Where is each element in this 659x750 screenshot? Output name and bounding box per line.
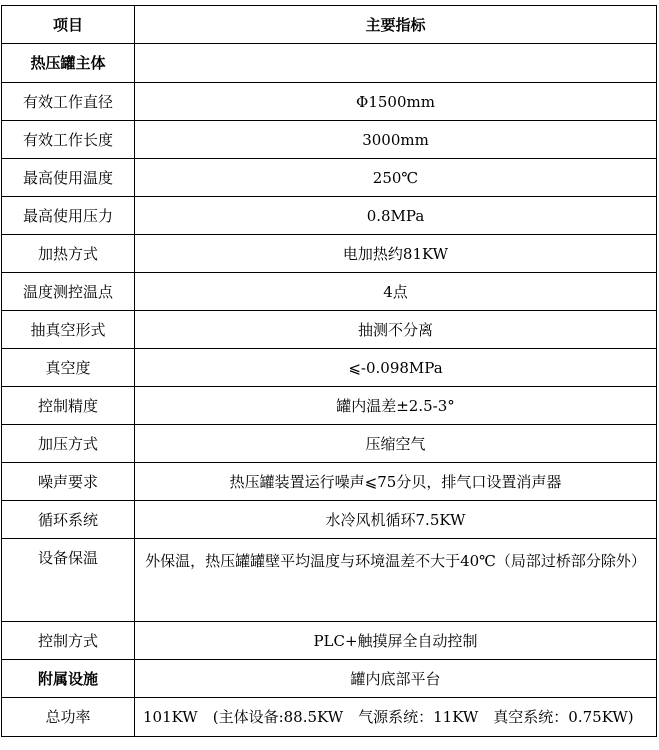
- row-spec: 250℃: [135, 159, 657, 197]
- row-spec: 0.8MPa: [135, 197, 657, 235]
- row-spec: 外保温，热压罐罐壁平均温度与环境温差不大于40℃（局部过桥部分除外）: [135, 539, 657, 622]
- row-spec: [135, 44, 657, 83]
- row-spec: 罐内底部平台: [135, 660, 657, 698]
- table-row: [2, 387, 657, 425]
- row-spec: 101KW (主体设备:88.5KW 气源系统：11KW 真空系统：0.75KW): [135, 698, 657, 737]
- row-spec: 4点: [135, 273, 657, 311]
- table-row: [2, 698, 657, 737]
- table-row: [2, 501, 657, 539]
- row-item: 噪声要求: [2, 463, 135, 501]
- table-row: [2, 159, 657, 197]
- row-item: 有效工作长度: [2, 121, 135, 159]
- row-item: 温度测控温点: [2, 273, 135, 311]
- row-item: 有效工作直径: [2, 83, 135, 121]
- row-item: 最高使用压力: [2, 197, 135, 235]
- row-spec: 抽测不分离: [135, 311, 657, 349]
- header-spec: 主要指标: [135, 6, 657, 44]
- row-spec: Φ1500mm: [135, 83, 657, 121]
- row-spec: 水冷风机循环7.5KW: [135, 501, 657, 539]
- table-row: [2, 311, 657, 349]
- table-row: [2, 425, 657, 463]
- row-item: 循环系统: [2, 501, 135, 539]
- table-row: [2, 235, 657, 273]
- table-row: [2, 121, 657, 159]
- table-row: [2, 349, 657, 387]
- table-row: [2, 273, 657, 311]
- row-item: 最高使用温度: [2, 159, 135, 197]
- table-row: [2, 660, 657, 698]
- row-item: 控制精度: [2, 387, 135, 425]
- row-spec: 3000mm: [135, 121, 657, 159]
- table-row: [2, 539, 657, 622]
- row-spec: 电加热约81KW: [135, 235, 657, 273]
- table-row: [2, 622, 657, 660]
- row-spec: 罐内温差±2.5-3°: [135, 387, 657, 425]
- row-item: 总功率: [2, 698, 135, 737]
- row-spec: 压缩空气: [135, 425, 657, 463]
- row-item: 设备保温: [2, 539, 135, 622]
- row-item: 控制方式: [2, 622, 135, 660]
- table-row: [2, 83, 657, 121]
- row-spec: 热压罐装置运行噪声⩽75分贝，排气口设置消声器: [135, 463, 657, 501]
- row-item: 附属设施: [2, 660, 135, 698]
- row-spec: ⩽-0.098MPa: [135, 349, 657, 387]
- table-row: [2, 44, 657, 83]
- table-row: [2, 197, 657, 235]
- row-item: 真空度: [2, 349, 135, 387]
- row-item: 加压方式: [2, 425, 135, 463]
- row-item: 加热方式: [2, 235, 135, 273]
- table-header-row: [2, 6, 657, 44]
- row-item: 抽真空形式: [2, 311, 135, 349]
- header-item: 项目: [2, 6, 135, 44]
- table-row: [2, 463, 657, 501]
- spec-table: [1, 5, 657, 737]
- row-spec: PLC+触摸屏全自动控制: [135, 622, 657, 660]
- row-item: 热压罐主体: [2, 44, 135, 83]
